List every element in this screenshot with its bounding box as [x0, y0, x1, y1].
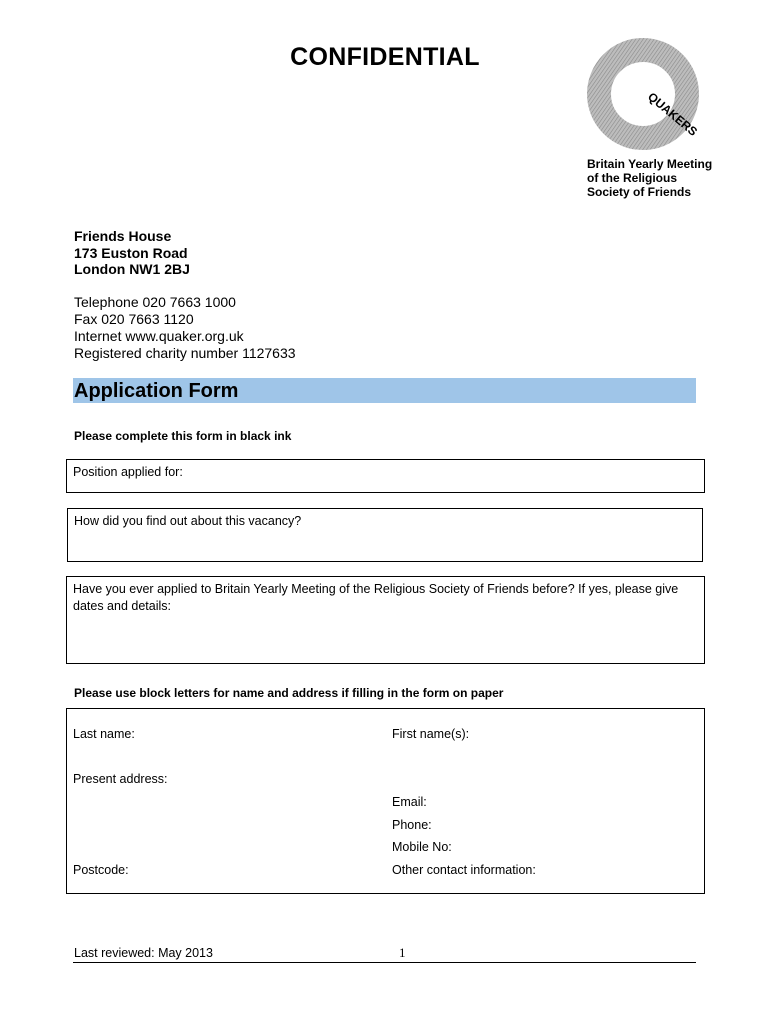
address-line: Friends House — [74, 228, 172, 244]
footer-divider — [73, 962, 696, 963]
charity-number: Registered charity number 1127633 — [74, 345, 296, 361]
page-title: CONFIDENTIAL — [290, 43, 480, 71]
quakers-logo — [585, 38, 705, 156]
page-number: 1 — [399, 945, 406, 960]
form-title: Application Form — [74, 380, 239, 402]
other-contact-label[interactable]: Other contact information: — [392, 863, 536, 877]
previous-application-field[interactable] — [66, 576, 705, 664]
vacancy-label: How did you find out about this vacancy? — [74, 514, 302, 528]
instruction-ink: Please complete this form in black ink — [74, 429, 292, 443]
last-reviewed: Last reviewed: May 2013 — [74, 946, 213, 960]
first-names-label[interactable]: First name(s): — [392, 727, 470, 741]
fax: Fax 020 7663 1120 — [74, 311, 194, 327]
postal-address — [74, 228, 190, 278]
contact-details — [74, 294, 296, 362]
organization-name — [587, 157, 712, 199]
address-line: 173 Euston Road — [74, 244, 188, 261]
phone-label[interactable]: Phone: — [392, 818, 432, 832]
present-address-label[interactable]: Present address: — [73, 772, 168, 786]
email-label[interactable]: Email: — [392, 795, 427, 809]
mobile-label[interactable]: Mobile No: — [392, 840, 452, 854]
telephone: Telephone 020 7663 1000 — [74, 294, 236, 310]
instruction-block-letters: Please use block letters for name and address if filling in the form on paper — [74, 686, 504, 700]
logo-text: QUAKERS — [645, 89, 701, 139]
org-line: Britain Yearly Meeting — [587, 157, 713, 171]
postcode-label[interactable]: Postcode: — [73, 863, 129, 877]
address-line: London NW1 2BJ — [74, 261, 190, 277]
position-label: Position applied for: — [73, 465, 183, 479]
position-field[interactable] — [66, 459, 705, 493]
org-line: Society of Friends — [587, 185, 692, 199]
last-name-label[interactable]: Last name: — [73, 727, 135, 741]
personal-details-box — [66, 708, 705, 894]
vacancy-source-field[interactable] — [67, 508, 703, 562]
website: Internet www.quaker.org.uk — [74, 328, 244, 344]
previous-application-label: Have you ever applied to Britain Yearly Meeting of the Religious Society of Friends before? If yes, please give dates and details: — [73, 582, 679, 613]
org-line: of the Religious — [587, 171, 677, 185]
